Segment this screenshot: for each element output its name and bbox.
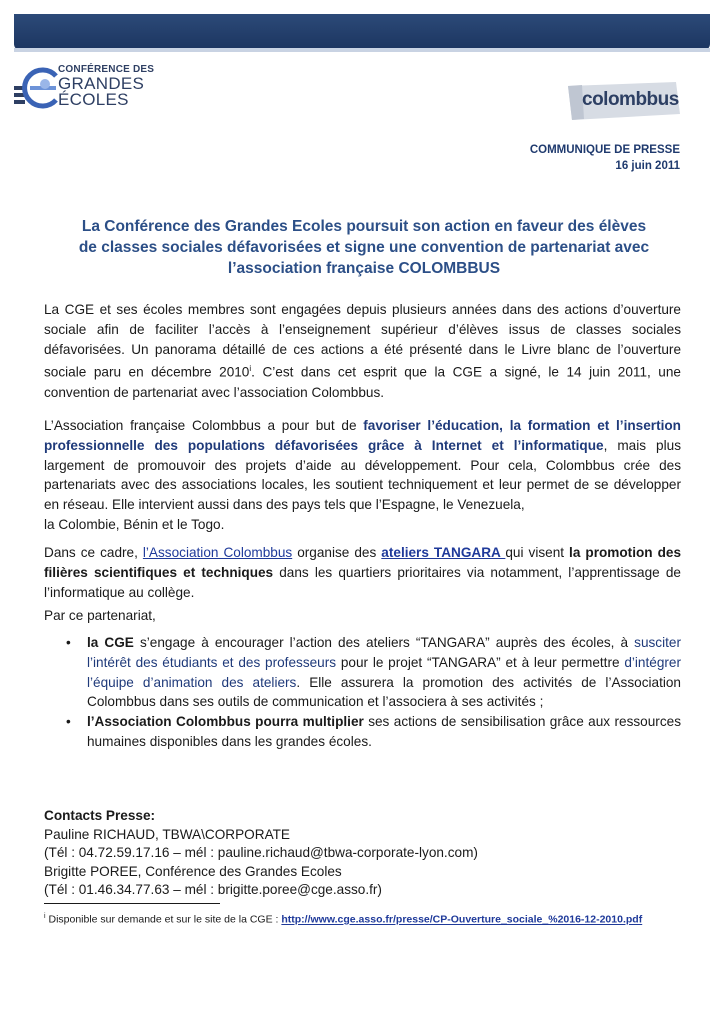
paragraph-colombbus-highlight: favoriser l’éducation, la formation et l’insertion professionnelle des populations défavorisées grâce à Internet et l’informatique xyxy=(44,418,681,453)
paragraph-intro-text-b: . C’est dans cet esprit que la CGE a signé, le 14 juin 2011, une convention de partenariat avec l’association Colombbus. xyxy=(44,364,681,400)
title-line-2: de classes sociales défavorisées et signe une convention de partenariat avec xyxy=(78,239,650,256)
paragraph-colombbus-text-c: la Colombie, Bénin et le Togo. xyxy=(44,516,225,532)
footnote-ref: i xyxy=(249,364,252,374)
footnote-divider xyxy=(44,903,220,904)
footnote-marker: i xyxy=(44,913,46,920)
header-bar xyxy=(14,14,710,50)
colombbus-logo-text: colombbus xyxy=(582,89,679,110)
paragraph-tangara xyxy=(44,543,681,602)
partnership-bullets xyxy=(66,633,681,752)
cge-logo-text xyxy=(58,64,154,108)
press-release-date: 16 juin 2011 xyxy=(615,160,680,172)
bullet-dot-icon: • xyxy=(66,635,71,650)
bullet-cge-text-3: . Elle assurera la promotion des activités de l’Association Colombbus dans ses outils de communication et l’associera à ses activités ; xyxy=(87,674,681,710)
cge-logo-line3: ÉCOLES xyxy=(58,90,129,109)
bullet-cge xyxy=(66,633,681,712)
bullet-dot-icon: • xyxy=(66,714,71,730)
bullet-cge-blue-1: susciter l’intérêt des étudiants et des professeurs xyxy=(87,635,681,670)
paragraph-colombbus-text-b: , mais plus largement de promouvoir des projets d’aide au développement. Pour cela, Colombbus crée des partenariats avec des associations locales, les soutient techniquement et leur permet de se développer en réseau. Elle intervient aussi dans des pays tels que l’Espagne, le Venezuela, xyxy=(44,437,681,513)
cge-logo-mark-icon xyxy=(12,62,62,110)
footnote-text: Disponible sur demande et sur le site de la CGE : xyxy=(45,913,282,926)
header-bar-underline xyxy=(14,48,710,52)
cge-logo-line1: CONFÉRENCE DES xyxy=(58,64,155,75)
title-line-1: La Conférence des Grandes Ecoles poursuit son action en faveur des élèves xyxy=(81,218,647,235)
contact-line-3: Brigitte POREE, Conférence des Grandes Ecoles xyxy=(44,863,342,879)
cge-logo-line2: GRANDES xyxy=(58,74,145,93)
bullet-colombbus-bold: l’Association Colombbus pourra multiplier xyxy=(87,714,364,730)
press-contacts xyxy=(44,807,664,900)
footnote-link[interactable]: http://www.cge.asso.fr/presse/CP-Ouverture_sociale_%2016-12-2010.pdf xyxy=(281,913,643,926)
press-release-header xyxy=(530,142,680,174)
paragraph-colombbus xyxy=(44,416,681,535)
footnote xyxy=(44,910,684,927)
link-ateliers-tangara[interactable]: ateliers TANGARA xyxy=(381,545,506,560)
contact-line-4: (Tél : 01.46.34.77.63 – mél : brigitte.poree@cge.asso.fr) xyxy=(44,882,382,897)
contacts-heading: Contacts Presse: xyxy=(44,808,156,823)
cge-logo xyxy=(12,62,182,110)
paragraph-colombbus-text-a: L’Association française Colombbus a pour but de xyxy=(44,418,364,433)
paragraph-intro xyxy=(44,300,681,403)
bullet-cge-blue-2: d’intégrer l’équipe d’animation des ateliers xyxy=(87,654,681,690)
contact-line-1: Pauline RICHAUD, TBWA\CORPORATE xyxy=(44,826,290,842)
contact-line-2: (Tél : 04.72.59.17.16 – mél : pauline.richaud@tbwa-corporate-lyon.com) xyxy=(44,845,478,860)
paragraph-tangara-text-c: qui visent xyxy=(505,545,570,560)
paragraph-tangara-bold: la promotion des filières scientifiques et techniques xyxy=(44,545,682,580)
bullet-cge-text-1: s’engage à encourager l’action des ateliers “TANGARA” auprès des écoles, à xyxy=(133,635,635,650)
bullet-colombbus xyxy=(66,712,681,752)
bullet-colombbus-text-1: ses actions de sensibilisation grâce aux ressources humaines disponibles dans les grandes écoles. xyxy=(87,714,681,749)
paragraph-intro-text-a: La CGE et ses écoles membres sont engagées depuis plusieurs années dans des actions d’ouverture sociale afin de faciliter l’accès à l’enseignement supérieur d’élèves issus de classes sociales défavorisées. Un panorama détaillé de ces actions a été présenté dans le Livre blanc de l’ouverture sociale paru en décembre 2010 xyxy=(44,302,681,380)
paragraph-partnership: Par ce partenariat, xyxy=(44,608,156,623)
document-title xyxy=(40,216,688,279)
paragraph-tangara-text-a: Dans ce cadre, xyxy=(44,545,143,560)
press-release-label: COMMUNIQUE DE PRESSE xyxy=(529,144,680,156)
paragraph-tangara-text-b: organise des xyxy=(292,545,382,560)
link-association-colombbus[interactable]: l’Association Colombbus xyxy=(142,545,293,560)
bullet-cge-text-2: pour le projet “TANGARA” et à leur permettre xyxy=(336,654,625,670)
paragraph-tangara-text-d: dans les quartiers prioritaires via notamment, l’apprentissage de l’informatique au collège. xyxy=(44,564,681,600)
colombbus-logo xyxy=(564,80,684,122)
title-line-3: l’association française COLOMBBUS xyxy=(227,260,501,277)
bullet-cge-bold: la CGE xyxy=(87,635,134,650)
